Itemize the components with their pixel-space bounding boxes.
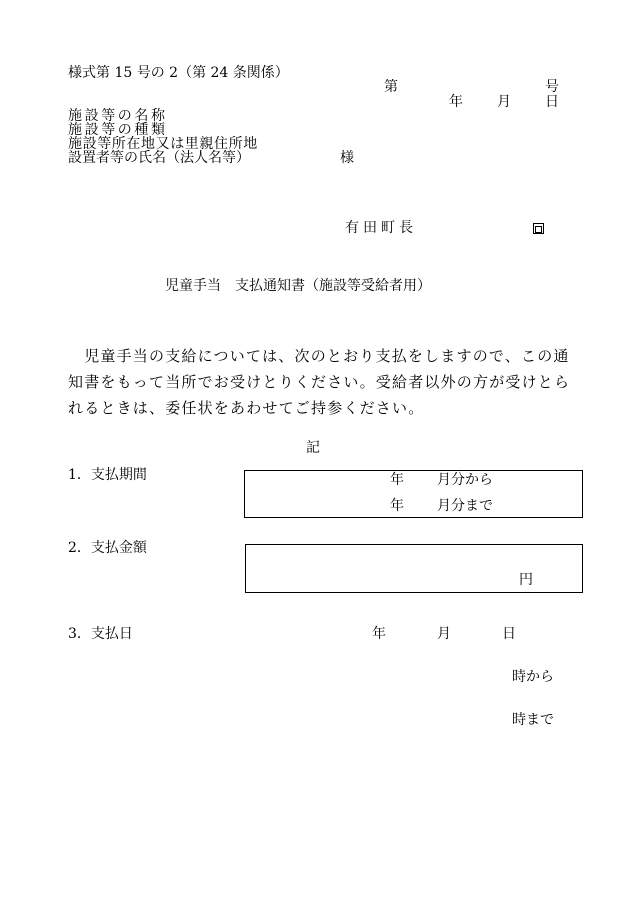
date-month: 月 — [497, 94, 511, 110]
payment-period-box — [244, 470, 583, 518]
amount-unit: 円 — [519, 572, 533, 588]
date-day: 日 — [545, 94, 559, 110]
founder-name-label: 設置者等の氏名（法人名等） — [68, 150, 250, 166]
period-from-year: 年 — [390, 472, 404, 488]
issuer-title: 有田町長 — [345, 220, 417, 236]
notice-body-line: 児童手当の支給については、次のとおり支払をしますので、この通 — [68, 347, 570, 365]
period-from-month: 月分から — [437, 472, 493, 488]
payment-date-month: 月 — [437, 626, 451, 642]
number-prefix: 第 — [384, 79, 398, 95]
notice-body — [68, 343, 571, 421]
payment-date-day: 日 — [502, 626, 516, 642]
notice-body-line: れるときは、委任状をあわせてご持参ください。 — [68, 399, 425, 417]
payment-time-to: 時まで — [512, 712, 554, 728]
document-title: 児童手当 支払通知書（施設等受給者用） — [165, 278, 431, 294]
notice-body-line: 知書をもって当所でお受けとりください。受給者以外の方が受けとら — [68, 373, 571, 391]
period-to-year: 年 — [390, 498, 404, 514]
number-suffix: 号 — [545, 79, 559, 95]
seal-mark — [533, 223, 544, 234]
payment-date-year: 年 — [372, 626, 386, 642]
payment-amount-label: 2．支払金額 — [68, 540, 147, 556]
payment-date-label: 3．支払日 — [68, 626, 133, 642]
date-year: 年 — [449, 94, 463, 110]
form-number: 様式第 15 号の 2（第 24 条関係） — [68, 65, 289, 81]
period-to-month: 月分まで — [437, 498, 493, 514]
facility-address-label: 施設等所在地又は里親住所地 — [68, 136, 258, 152]
facility-type-label: 施設等の種類 — [68, 122, 168, 138]
facility-name-label: 施設等の名称 — [68, 108, 168, 124]
ki-mark: 記 — [306, 440, 320, 456]
honorific: 様 — [340, 150, 354, 166]
payment-time-from: 時から — [512, 669, 554, 685]
payment-period-label: 1．支払期間 — [68, 467, 147, 483]
